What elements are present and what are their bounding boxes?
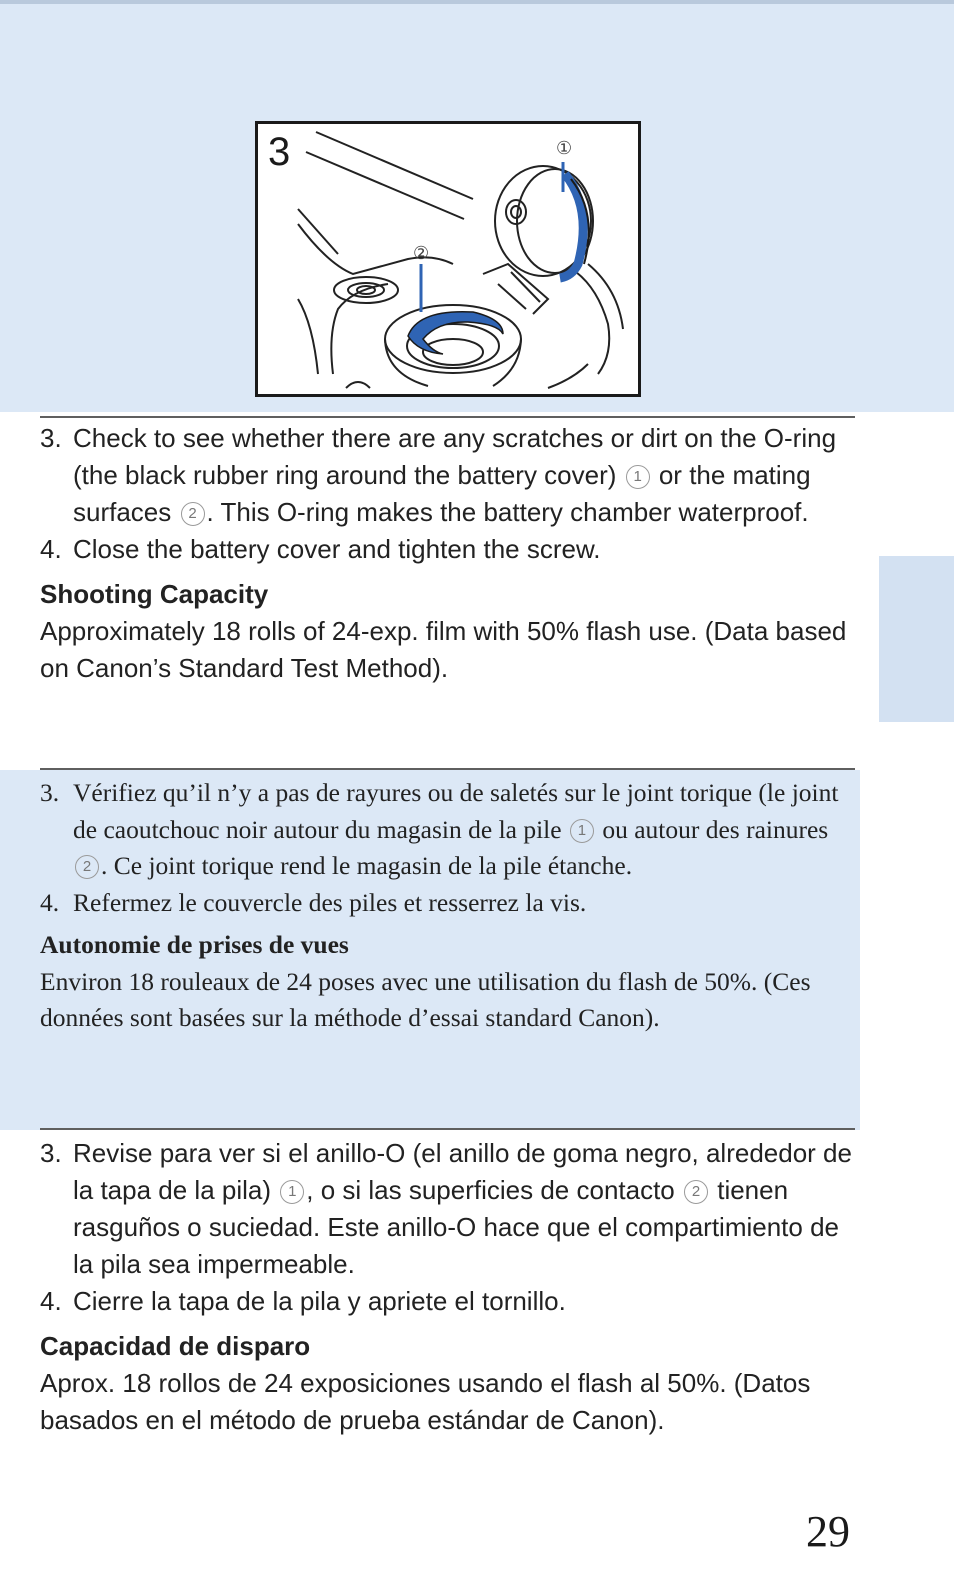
divider-french (40, 768, 855, 770)
callout-2-icon: 2 (684, 1180, 708, 1204)
step-number: 4. (40, 887, 60, 917)
step-text: Close the battery cover and tighten the screw. (73, 534, 601, 564)
callout-2-icon: 2 (75, 855, 99, 879)
spanish-section (40, 1135, 860, 1439)
spanish-step-3 (40, 1135, 860, 1283)
callout-1-icon: 1 (626, 465, 650, 489)
callout-1-icon: 1 (570, 819, 594, 843)
french-steps (40, 775, 860, 921)
step-text: Refermez le couvercle des piles et resserrez la vis. (73, 887, 587, 917)
step-text: tienen rasguños o suciedad. Este anillo-O hace que el compartimiento de la pila sea impermeable. (73, 1175, 839, 1279)
figure-number: 3 (268, 130, 291, 174)
spanish-step-4 (40, 1283, 860, 1320)
step-number: 3. (40, 1138, 62, 1168)
step-number: 4. (40, 1286, 62, 1316)
step-text: . Ce joint torique rend le magasin de la pile étanche. (101, 851, 633, 880)
camera-battery-drawing (258, 124, 638, 394)
french-step-4 (40, 885, 860, 922)
spanish-body: Aprox. 18 rollos de 24 exposiciones usando el flash al 50%. (Datos basados en el método de prueba estándar de Canon). (40, 1368, 811, 1435)
english-section (40, 420, 860, 687)
divider-spanish (40, 1128, 855, 1130)
step-number: 3. (40, 423, 62, 453)
page-number: 29 (806, 1507, 850, 1556)
callout-1-icon: 1 (280, 1180, 304, 1204)
step-text: Vérifiez qu’il n’y a pas de rayures ou de saletés sur le joint torique (le joint de caoutchouc noir autour du magasin de la pile (73, 778, 839, 844)
english-body: Approximately 18 rolls of 24-exp. film with 50% flash use. (Data based on Canon’s Standard Test Method). (40, 616, 847, 683)
english-step-4 (40, 531, 860, 568)
french-heading: Autonomie de prises de vues (40, 930, 349, 959)
battery-cover-illustration (255, 121, 641, 397)
step-text: Check to see whether there are any scratches or dirt on the O-ring (the black rubber ring around the battery cover) (73, 423, 837, 490)
step-text: Revise para ver si el anillo-O (el anillo de goma negro, alrededor de la tapa de la pila) (73, 1138, 852, 1205)
side-index-tab (879, 556, 954, 722)
step-number: 3. (40, 778, 60, 807)
french-section (40, 775, 860, 1037)
step-number: 4. (40, 534, 62, 564)
step-text: Cierre la tapa de la pila y apriete el tornillo. (73, 1286, 566, 1316)
callout-2-icon: 2 (181, 502, 205, 526)
english-heading: Shooting Capacity (40, 579, 269, 609)
step-text: , o si las superficies de contacto (306, 1175, 682, 1205)
callout-2-label: ② (413, 243, 430, 263)
english-steps (40, 420, 860, 568)
callout-1-label: ① (556, 138, 573, 158)
french-step-3 (40, 775, 860, 885)
step-text: . This O-ring makes the battery chamber waterproof. (206, 497, 809, 527)
step-text: ou autour des rainures (595, 814, 829, 844)
french-body: Environ 18 rouleaux de 24 poses avec une utilisation du flash de 50%. (Ces données sont basées sur la méthode d’essai standard Canon). (40, 966, 811, 1032)
step-text: or the mating surfaces (73, 460, 811, 527)
spanish-steps (40, 1135, 860, 1320)
spanish-heading: Capacidad de disparo (40, 1331, 311, 1361)
english-step-3 (40, 420, 860, 531)
divider-english (40, 416, 855, 418)
